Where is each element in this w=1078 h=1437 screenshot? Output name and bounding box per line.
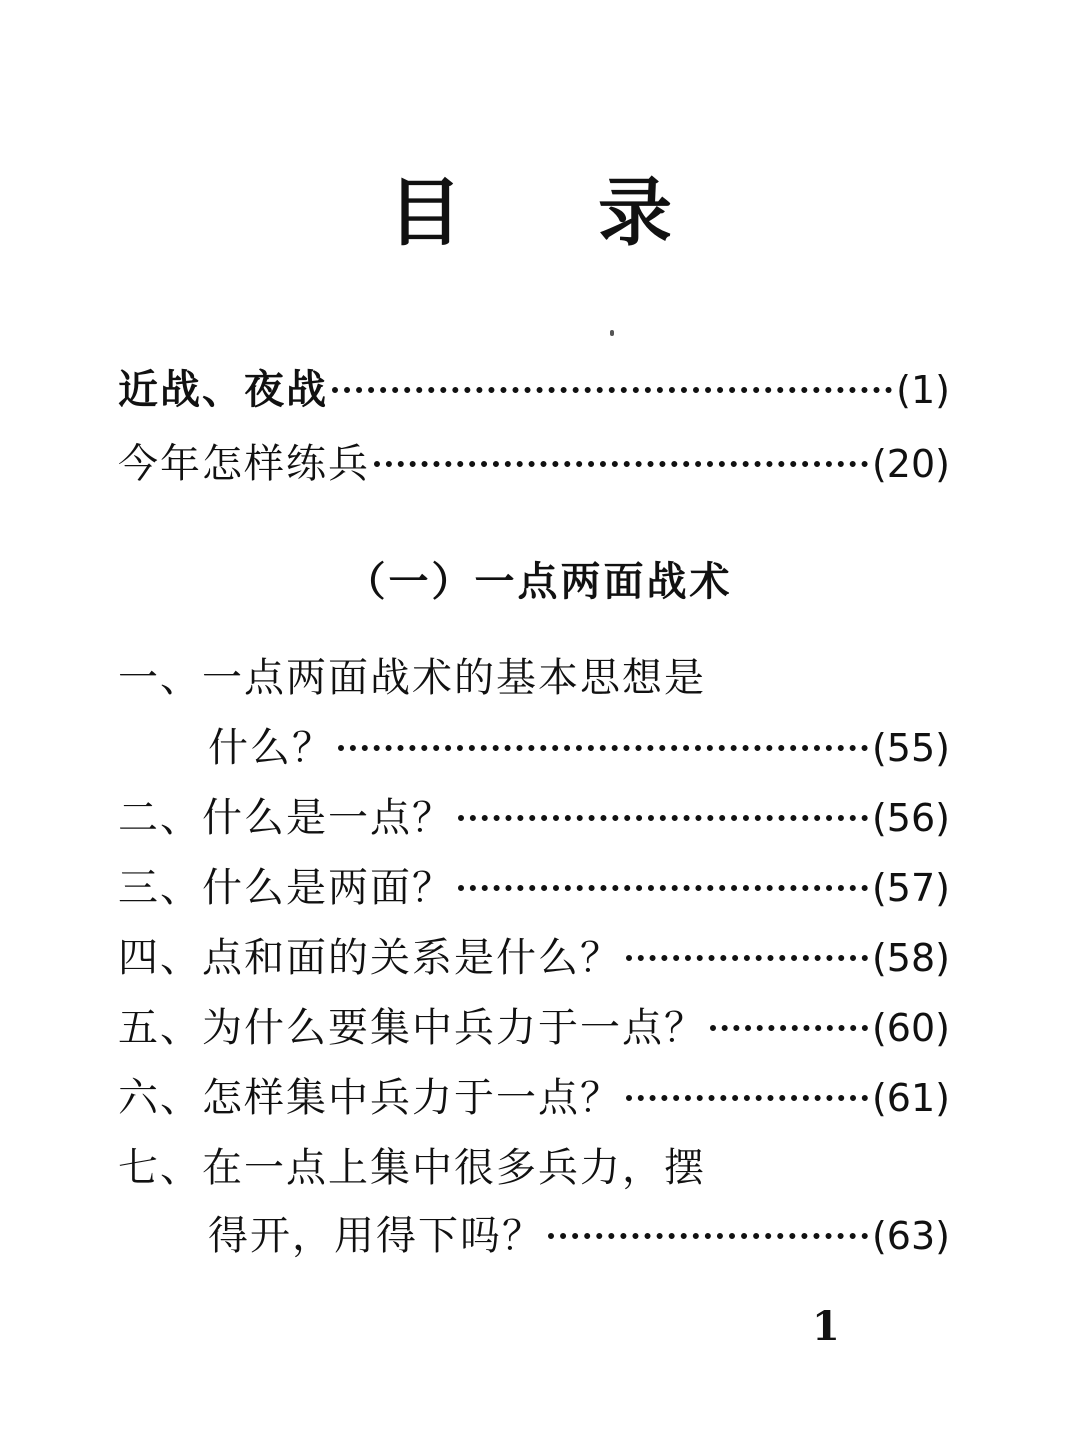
toc-entry-text: 三、什么是两面？ (118, 865, 454, 911)
toc-entry-page: (61) (871, 1076, 950, 1120)
toc-entry-page: (1) (896, 368, 950, 412)
toc-entry-text: 五、为什么要集中兵力于一点？ (118, 1005, 706, 1051)
toc-entry-first-line: 七、在一点上集中很多兵力，摆 (118, 1145, 706, 1191)
title-char-1: 目 (388, 170, 462, 256)
toc-entry (118, 788, 950, 848)
toc-entry (118, 998, 950, 1058)
title-char-2: 录 (598, 170, 672, 256)
toc-entry (118, 360, 950, 420)
print-speck (610, 330, 614, 336)
toc-entry-text: 今年怎样练兵 (118, 441, 370, 487)
dot-leader (458, 885, 868, 891)
toc-entry-page: (57) (871, 866, 950, 910)
toc-entry-page: (63) (871, 1214, 950, 1258)
section-heading: （一）一点两面战术 (345, 559, 733, 605)
toc-entry-first-line: 一、一点两面战术的基本思想是 (118, 655, 706, 701)
dot-leader (626, 955, 868, 961)
toc-entry (208, 718, 950, 778)
toc-entry-text: 六、怎样集中兵力于一点？ (118, 1075, 622, 1121)
toc-entry (118, 928, 950, 988)
toc-entry-text: 近战、夜战 (118, 367, 328, 413)
dot-leader (338, 745, 868, 751)
toc-entry-page: (56) (871, 796, 950, 840)
toc-entry (118, 1068, 950, 1128)
toc-entry-text: 得开，用得下吗？ (208, 1213, 544, 1259)
toc-entry-page: (58) (871, 936, 950, 980)
toc-entry-text: 四、点和面的关系是什么？ (118, 935, 622, 981)
dot-leader (710, 1025, 868, 1031)
toc-entry (118, 858, 950, 918)
toc-entry-page: (55) (871, 726, 950, 770)
dot-leader (626, 1095, 868, 1101)
toc-entry-page: (60) (871, 1006, 950, 1050)
dot-leader (458, 815, 868, 821)
page-number: 1 (812, 1303, 840, 1350)
toc-entry (208, 1206, 950, 1266)
toc-entry-text: 二、什么是一点？ (118, 795, 454, 841)
dot-leader (332, 387, 892, 393)
dot-leader (548, 1233, 868, 1239)
toc-entry (118, 434, 950, 494)
toc-entry-page: (20) (871, 442, 950, 486)
toc-entry-text: 什么？ (208, 725, 334, 771)
dot-leader (374, 461, 868, 467)
